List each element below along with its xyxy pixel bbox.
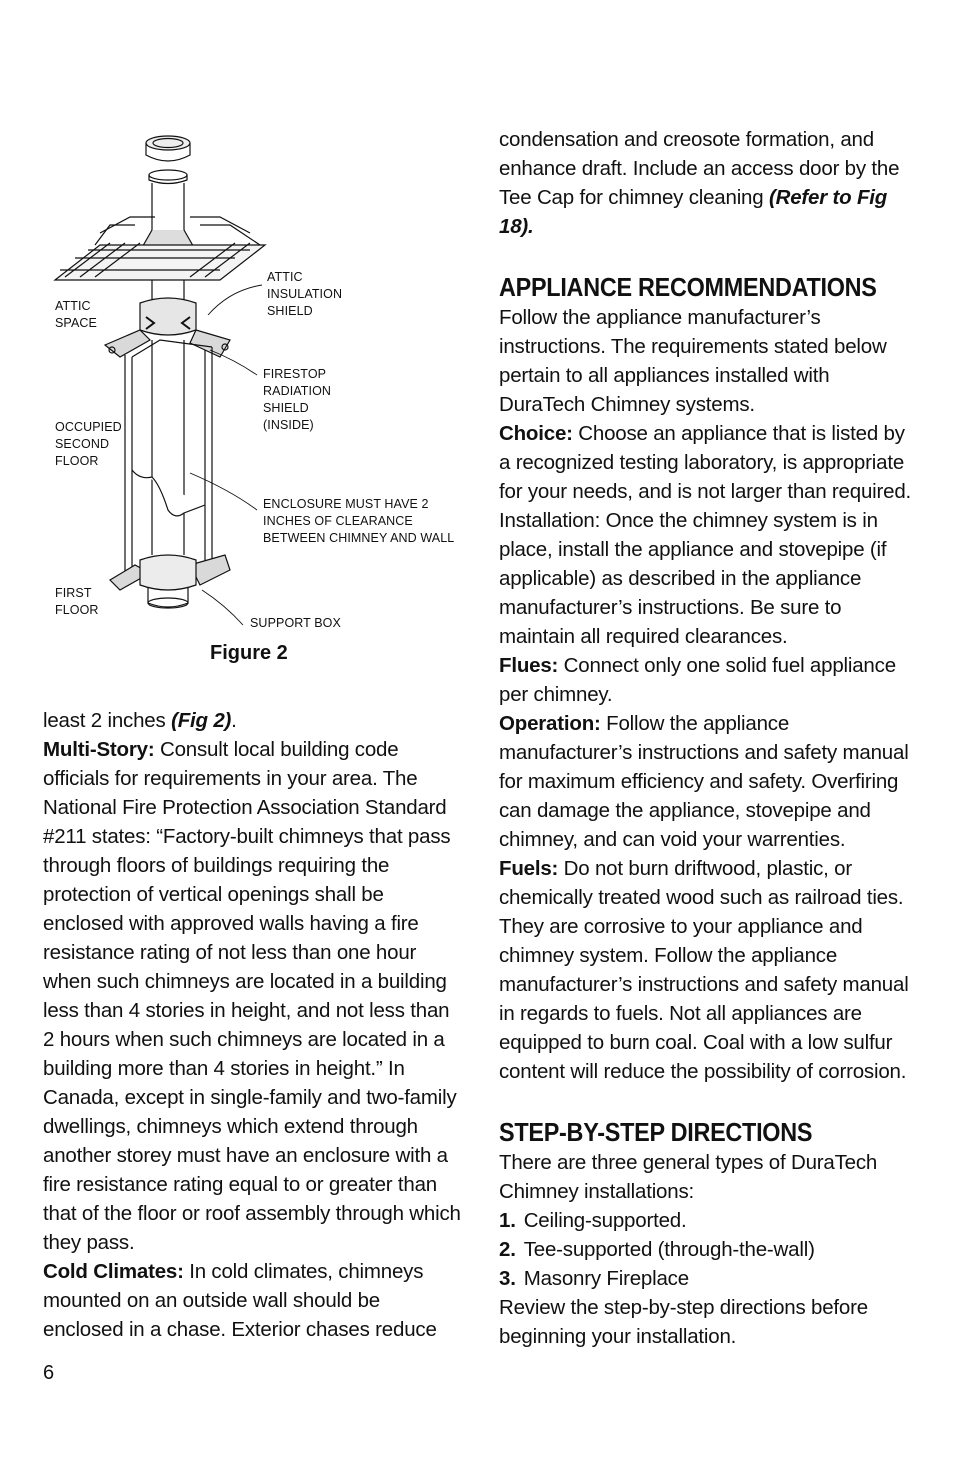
callout-occupied-second-floor: [55, 419, 122, 470]
callout-line: FIRST: [55, 586, 92, 600]
callout-line: OCCUPIED: [55, 420, 122, 434]
paragraph-appliance-intro: Follow the appliance manufacturer’s instructions. The requirements stated below pertain to all appliances installed with DuraTech Chimney systems.: [499, 306, 887, 416]
body-text: Consult local building code officials for requirements in your area. The National Fire Protection Association Standard #211 states: “Factory-built chimneys that pass through floors of buildings requiring the protection of vertical openings shall be enclosed with approved walls having a fire resistance rating of not less than one hour when such chimneys are located in a building less than 4 stories in height, and not less than 2 hours when such chimneys are located in a building more than 4 stories in height.” In Canada, except in single-family and two-family dwellings, chimneys which extend through another storey must have an enclosure with a fire resistance rating equal to or greater than that of the floor or roof assembly through which they pass.: [43, 738, 461, 1254]
paragraph-installation: Installation: Once the chimney system is in place, install the appliance and stovepipe (if applicable) as described in the appliance manufacturer’s instructions. Be sure to maintain all required clearances.: [499, 509, 887, 648]
figure-reference: (Refer to Fig 18).: [499, 186, 888, 238]
list-number: 1.: [499, 1209, 516, 1232]
callout-line: ENCLOSURE MUST HAVE 2: [263, 497, 429, 511]
paragraph-cold-climates: [43, 1257, 463, 1344]
right-column: [499, 125, 919, 1351]
callout-line: SUPPORT BOX: [250, 616, 341, 630]
callout-line: INSULATION: [267, 287, 343, 301]
callout-firestop-radiation-shield: [263, 366, 331, 434]
figure-caption: Figure 2: [210, 642, 288, 664]
callout-line: INCHES OF CLEARANCE: [263, 514, 413, 528]
body-text: Choose an appliance that is listed by a recognized testing laboratory, is appropriate for your needs, and is not larger than required.: [499, 422, 912, 503]
paragraph-condensation: [499, 125, 919, 241]
section-heading-step-by-step: STEP-BY-STEP DIRECTIONS: [499, 1117, 813, 1147]
paragraph-choice: [499, 419, 919, 506]
callout-line: ATTIC: [55, 299, 91, 313]
callout-enclosure-clearance: [263, 496, 454, 547]
term-label: Flues:: [499, 654, 559, 677]
section-heading-appliance-recommendations: APPLIANCE RECOMMENDATIONS: [499, 272, 877, 302]
body-text: condensation and creosote formation, and enhance draft. Include an access door by the Tee Cap for chimney cleaning: [499, 128, 900, 209]
term-label: Choice:: [499, 422, 573, 445]
term-label: Operation:: [499, 712, 601, 735]
chimney-enclosure-illustration: [40, 125, 460, 670]
page-number: 6: [43, 1362, 55, 1384]
figure-reference: (Fig 2): [171, 709, 232, 732]
paragraph-operation: [499, 709, 919, 854]
body-text: Connect only one solid fuel appliance per chimney.: [499, 654, 896, 706]
callout-line: SHIELD: [267, 304, 313, 318]
list-number: 2.: [499, 1238, 516, 1261]
callout-line: SECOND: [55, 437, 110, 451]
list-text: Tee-supported (through-the-wall): [523, 1238, 815, 1261]
term-label: Cold Climates:: [43, 1260, 184, 1283]
body-text: Do not burn driftwood, plastic, or chemically treated wood such as railroad ties. They are corrosive to your appliance and chimney system. Follow the appliance manufacturer’s instructions and safety manual in regards to fuels. Not all appliances are equipped to burn coal. Coal with a low sulfur content will reduce the possibility of corrosion.: [499, 857, 909, 1083]
callout-line: SPACE: [55, 316, 97, 330]
callout-first-floor: [55, 585, 99, 619]
callout-line: FIRESTOP: [263, 367, 327, 381]
list-number: 3.: [499, 1267, 516, 1290]
callout-attic-insulation-shield: [267, 269, 342, 320]
list-item: [499, 1206, 919, 1235]
body-text: .: [231, 709, 237, 732]
left-column: [43, 706, 463, 1344]
term-label: Fuels:: [499, 857, 559, 880]
callout-line: RADIATION: [263, 384, 332, 398]
body-text: least 2 inches: [43, 709, 172, 732]
body-text: In cold climates, chimneys mounted on an outside wall should be enclosed in a chase. Exterior chases reduce: [43, 1260, 437, 1341]
callout-line: FLOOR: [55, 603, 99, 617]
paragraph-steps-outro: Review the step-by-step directions before beginning your installation.: [499, 1296, 868, 1348]
list-item: [499, 1264, 919, 1293]
paragraph-steps-intro: There are three general types of DuraTech Chimney installations:: [499, 1151, 878, 1203]
callout-attic-space: [55, 298, 97, 332]
paragraph-multi-story: [43, 735, 463, 1257]
paragraph-fig2-ref: [43, 706, 463, 735]
list-text: Masonry Fireplace: [523, 1267, 689, 1290]
callout-line: ATTIC: [267, 270, 303, 284]
callout-line: BETWEEN CHIMNEY AND WALL: [263, 531, 455, 545]
paragraph-flues: [499, 651, 919, 709]
paragraph-fuels: [499, 854, 919, 1086]
term-label: Multi-Story:: [43, 738, 155, 761]
callout-line: SHIELD: [263, 401, 309, 415]
callout-line: FLOOR: [55, 454, 99, 468]
list-text: Ceiling-supported.: [523, 1209, 687, 1232]
figure-2-diagram: [40, 125, 460, 670]
body-text: Follow the appliance manufacturer’s instructions and safety manual for maximum efficiency and safety. Overfiring can damage the appliance, stovepipe and chimney, and can void your warrenties.: [499, 712, 909, 851]
list-item: [499, 1235, 919, 1264]
callout-line: (INSIDE): [263, 418, 314, 432]
callout-support-box: [250, 615, 341, 632]
